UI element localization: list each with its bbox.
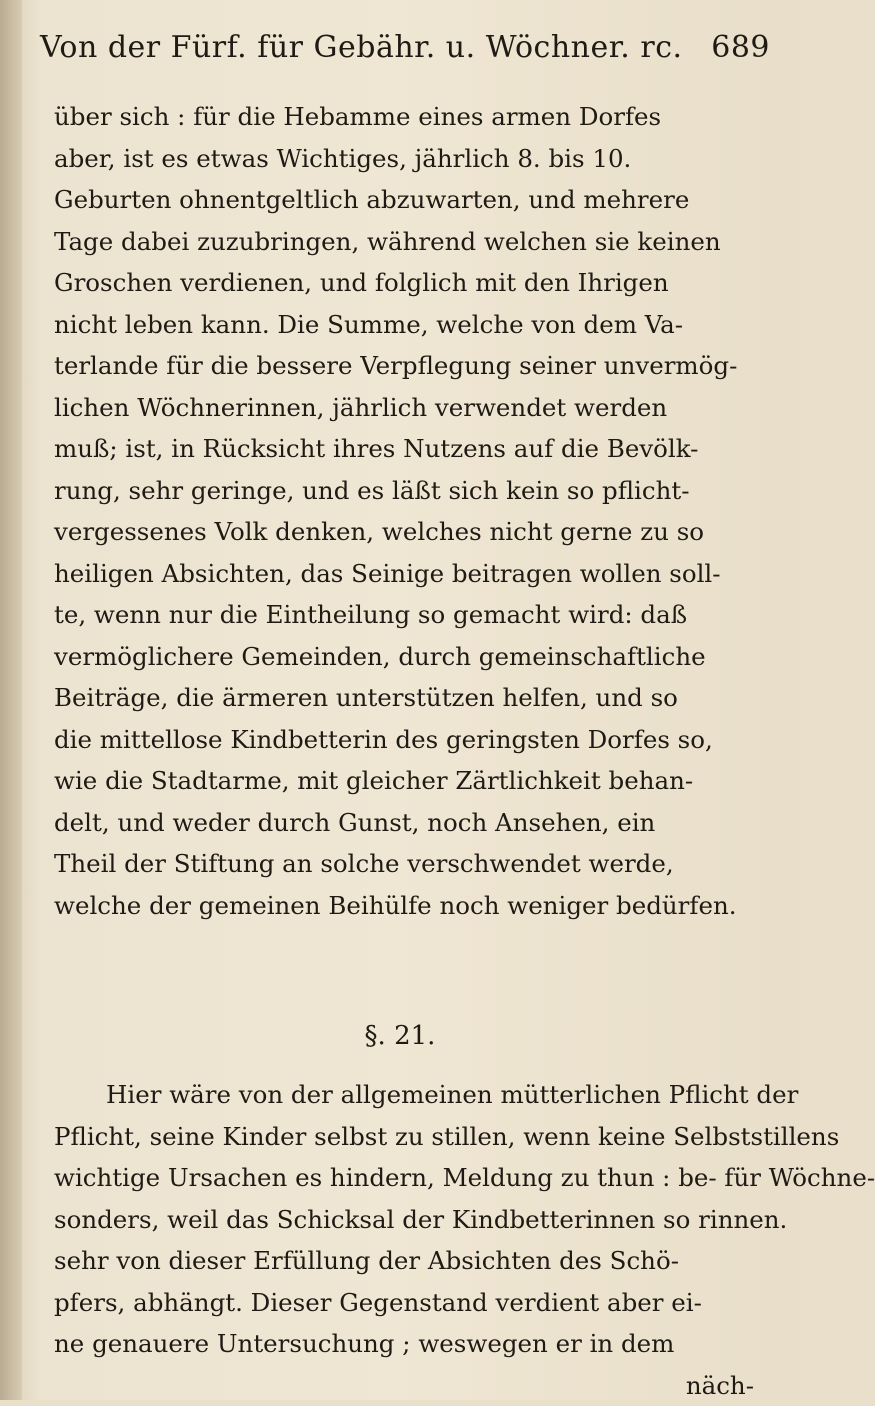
book-gutter (0, 0, 22, 1400)
text-line: nicht leben kann. Die Summe, welche von dem Va- (54, 304, 774, 346)
text-line: pfers, abhängt. Dieser Gegenstand verdient aber ei- (54, 1282, 774, 1324)
text-line: wichtige Ursachen es hindern, Meldung zu thun : be- für Wöchne- (54, 1157, 774, 1199)
text-line: sonders, weil das Schicksal der Kindbetterinnen so rinnen. (54, 1199, 774, 1241)
text-line: terlande für die bessere Verpflegung seiner unvermög- (54, 345, 774, 387)
text-line: Tage dabei zuzubringen, während welchen sie keinen (54, 221, 774, 263)
text-line: Geburten ohnentgeltlich abzuwarten, und mehrere (54, 179, 774, 221)
text-line: Beiträge, die ärmeren unterstützen helfen, und so (54, 677, 774, 719)
page-number: 689 (711, 30, 770, 65)
text-line: rung, sehr geringe, und es läßt sich kein so pflicht- (54, 470, 774, 512)
running-header (40, 30, 770, 76)
text-line: vermöglichere Gemeinden, durch gemeinschaftliche (54, 636, 774, 678)
text-line: te, wenn nur die Eintheilung so gemacht wird: daß (54, 594, 774, 636)
text-line: über sich : für die Hebamme eines armen Dorfes (54, 96, 774, 138)
section-heading: §. 21. (0, 1016, 800, 1056)
text-line: Pflicht, seine Kinder selbst zu stillen, wenn keine Selbststillens (54, 1116, 774, 1158)
text-line: die mittellose Kindbetterin des geringsten Dorfes so, (54, 719, 774, 761)
text-line: welche der gemeinen Beihülfe noch weniger bedürfen. (54, 885, 774, 927)
text-line: heiligen Absichten, das Seinige beitragen wollen soll- (54, 553, 774, 595)
text-line: Theil der Stiftung an solche verschwendet werde, (54, 843, 774, 885)
text-line: Groschen verdienen, und folglich mit den Ihrigen (54, 262, 774, 304)
text-line: ne genauere Untersuchung ; weswegen er in dem (54, 1323, 774, 1365)
text-line: vergessenes Volk denken, welches nicht gerne zu so (54, 511, 774, 553)
header-title: Von der Fürf. für Gebähr. u. Wöchner. rc. (40, 30, 683, 65)
text-line: sehr von dieser Erfüllung der Absichten des Schö- (54, 1240, 774, 1282)
text-line: wie die Stadtarme, mit gleicher Zärtlichkeit behan- (54, 760, 774, 802)
text-line: delt, und weder durch Gunst, noch Ansehen, ein (54, 802, 774, 844)
paragraph-2 (54, 1074, 774, 1406)
text-line: Hier wäre von der allgemeinen mütterlichen Pflicht der (54, 1074, 774, 1116)
text-line: muß; ist, in Rücksicht ihres Nutzens auf die Bevölk- (54, 428, 774, 470)
text-line: aber, ist es etwas Wichtiges, jährlich 8. bis 10. (54, 138, 774, 180)
paragraph-1 (54, 96, 774, 926)
text-line: lichen Wöchnerinnen, jährlich verwendet werden (54, 387, 774, 429)
text-line: näch- (54, 1365, 774, 1406)
